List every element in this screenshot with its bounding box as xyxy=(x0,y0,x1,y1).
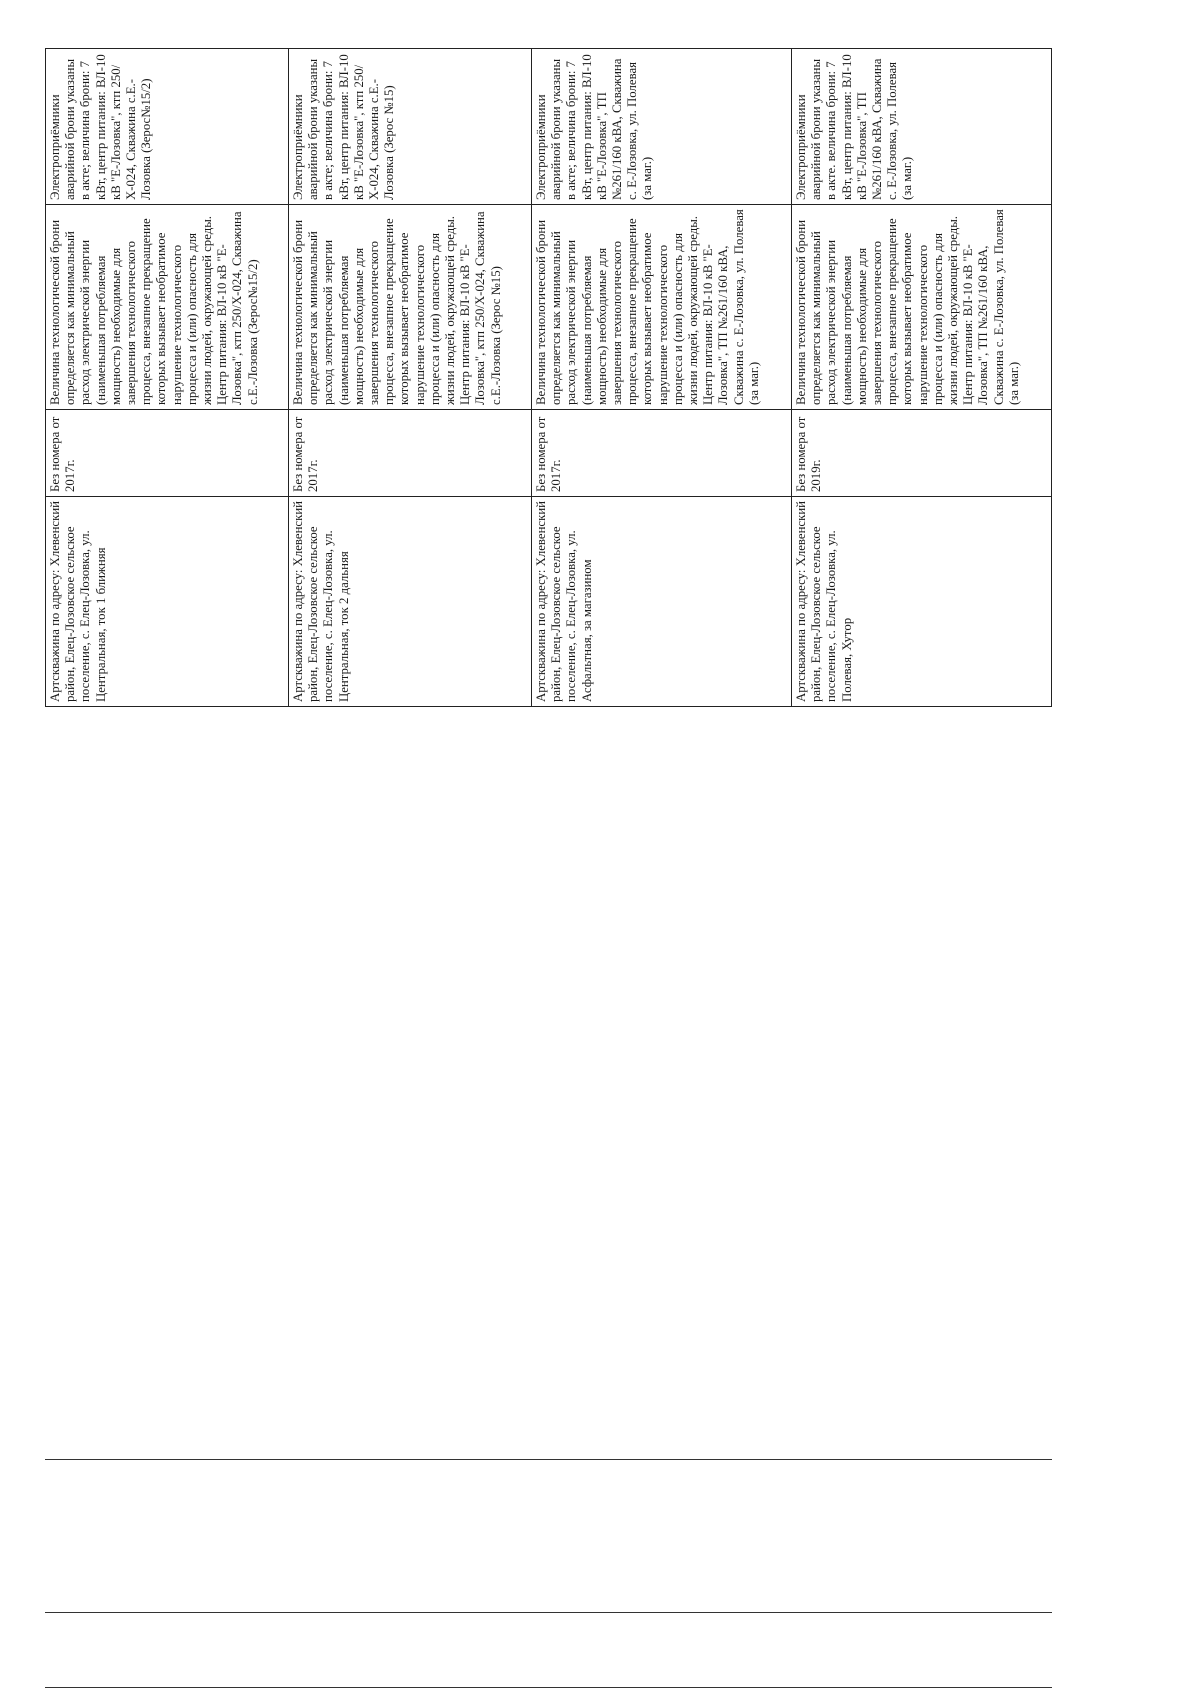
table-row xyxy=(792,49,1052,707)
divider-line xyxy=(45,1687,1052,1688)
divider-line xyxy=(45,1459,1052,1460)
tech-reserve-cell: Величина технологической брони определяется как минимальный расход электрической энергии (наименьшая потребляемая мощность) необходимые для завершения технологического процесса, внезапное прекращение которых вызывает необратимое нарушение технологического процесса и (или) опасность для жизни людей, окружающей среды. Центр питания: ВЛ-10 кВ "Е-Лозовка", ктп 250/Х-024, Скважина с.Е.-Лозовка (Зерос№15/2) xyxy=(46,205,289,410)
emergency-reserve-cell: Электроприёмники аварийной брони указаны в акте. величина брони: 7 кВт, центр питания: ВЛ-10 кВ "Е-Лозовка", ТП №261/160 кВА, Скважина с. Е-Лозовка, ул. Полевая (за маг.) xyxy=(792,49,1052,205)
tech-reserve-cell: Величина технологической брони определяется как минимальный расход электрической энергии (наименьшая потребляемая мощность) необходимые для завершения технологического процесса, внезапное прекращение которых вызывает необратимое нарушение технологического процесса и (или) опасность для жизни людей, окружающей среды. Центр питания: ВЛ-10 кВ "Е-Лозовка", ктп 250/Х-024, Скважина с.Е.-Лозовка (Зерос №15) xyxy=(289,205,532,410)
table-row xyxy=(532,49,792,707)
object-cell: Артскважина по адресу: Хлевенский район, Елец-Лозовское сельское поселение, с. Елец-Лозовка, ул. Центральная, ток 2 дальняя xyxy=(289,497,532,707)
table-row xyxy=(46,49,289,707)
rotated-table-frame xyxy=(45,49,1052,707)
reserve-table xyxy=(45,48,1052,707)
table-row xyxy=(289,49,532,707)
object-cell: Артскважина по адресу: Хлевенский район, Елец-Лозовское сельское поселение, с. Елец-Лозовка, ул. Асфальтная, за магазином xyxy=(532,497,792,707)
tech-reserve-cell: Величина технологической брони определяется как минимальный расход электрической энергии (наименьшая потребляемая мощность) необходимые для завершения технологического процесса, внезапное прекращение которых вызывает необратимое нарушение технологического процесса и (или) опасность для жизни людей, окружающей среды. Центр питания: ВЛ-10 кВ "Е-Лозовка", ТП №261/160 кВА, Скважина с. Е-Лозовка, ул. Полевая (за маг.) xyxy=(792,205,1052,410)
object-cell: Артскважина по адресу: Хлевенский район, Елец-Лозовское сельское поселение, с. Елец-Лозовка, ул. Центральная, ток 1 ближняя xyxy=(46,497,289,707)
act-cell: Без номера от 2017г. xyxy=(532,410,792,497)
act-cell: Без номера от 2017г. xyxy=(46,410,289,497)
rotated-table-area xyxy=(45,49,1052,707)
tech-reserve-cell: Величина технологической брони определяется как минимальный расход электрической энергии (наименьшая потребляемая мощность) необходимые для завершения технологического процесса, внезапное прекращение которых вызывает необратимое нарушение технологического процесса и (или) опасность для жизни людей, окружающей среды. Центр питания: ВЛ-10 кВ "Е-Лозовка", ТП №261/160 кВА, Скважина с. Е-Лозовка, ул. Полевая (за маг.) xyxy=(532,205,792,410)
divider-line xyxy=(45,1612,1052,1613)
emergency-reserve-cell: Электроприёмники аварийной брони указаны в акте; величина брони: 7 кВт, центр питания: ВЛ-10 кВ "Е-Лозовка", ктп 250/Х-024, Скважина с.Е.-Лозовка (Зерос №15) xyxy=(289,49,532,205)
emergency-reserve-cell: Электроприёмники аварийной брони указаны в акте; величина брони: 7 кВт, центр питания: ВЛ-10 кВ "Е-Лозовка", ТП №261/160 кВА, Скважина с. Е-Лозовка, ул. Полевая (за маг.) xyxy=(532,49,792,205)
act-cell: Без номера от 2017г. xyxy=(289,410,532,497)
object-cell: Артскважина по адресу: Хлевенский район, Елец-Лозовское сельское поселение, с. Елец-Лозовка, ул. Полевая, Хутор xyxy=(792,497,1052,707)
emergency-reserve-cell: Электроприёмники аварийной брони указаны в акте; величина брони: 7 кВт, центр питания: ВЛ-10 кВ "Е-Лозовка", ктп 250/Х-024, Скважина с.Е.-Лозовка (Зерос№15/2) xyxy=(46,49,289,205)
act-cell: Без номера от 2019г. xyxy=(792,410,1052,497)
